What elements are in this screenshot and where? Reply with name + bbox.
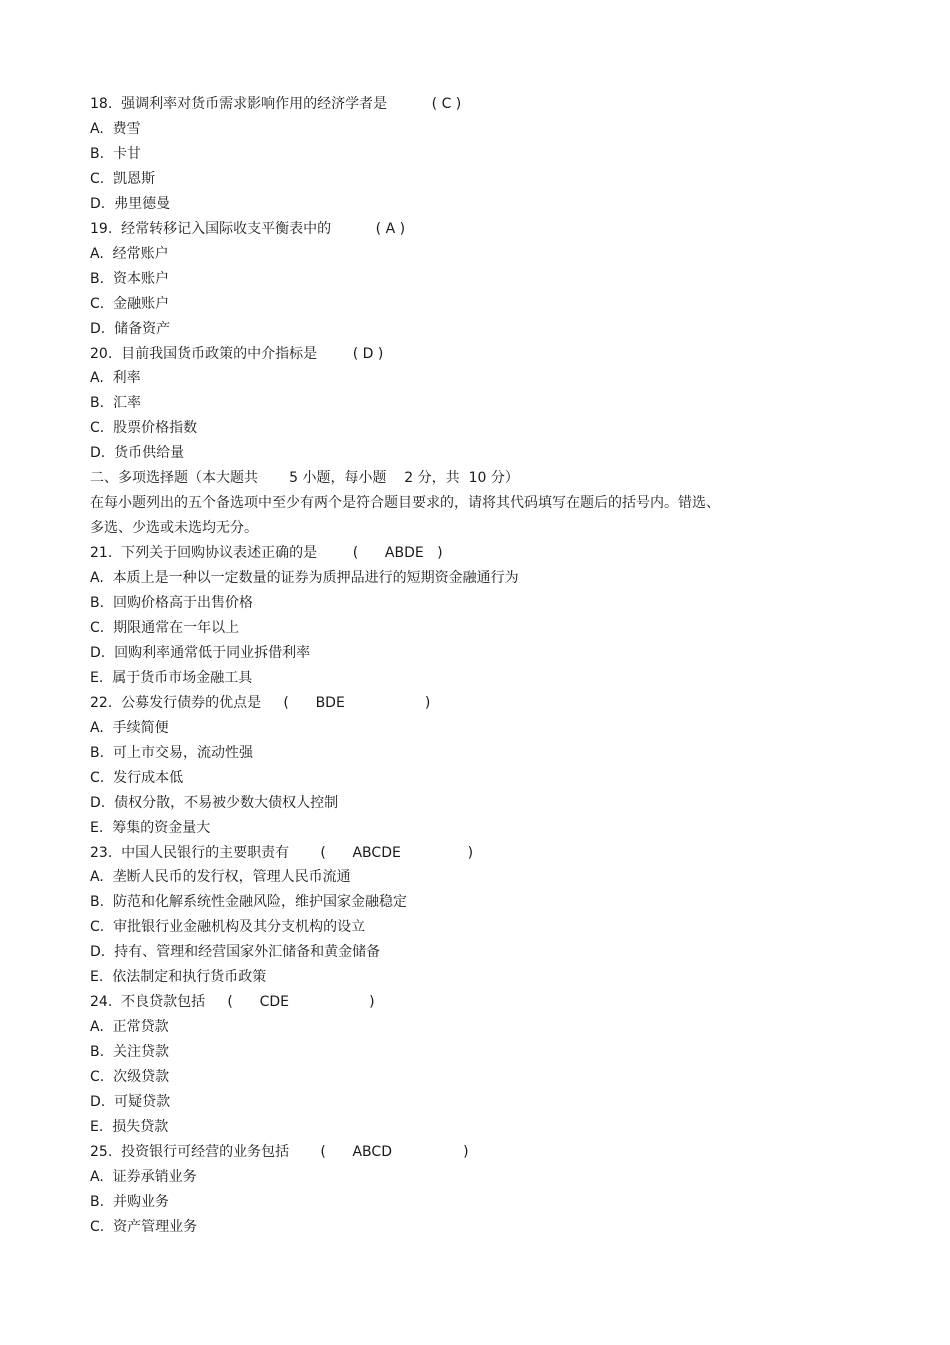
line-q22-b: B. 可上市交易，流动性强 bbox=[90, 744, 253, 761]
line-q21-c: C. 期限通常在一年以上 bbox=[90, 619, 240, 636]
line-q21: 21. 下列关于回购协议表述正确的是 ( ABDE ) bbox=[90, 545, 443, 562]
line-q21-b: B. 回购价格高于出售价格 bbox=[90, 595, 253, 611]
line-q19-d: D. 储备资产 bbox=[90, 320, 171, 337]
line-q23: 23. 中国人民银行的主要职责有 ( ABCDE ) bbox=[90, 844, 474, 861]
line-q24-b: B. 关注贷款 bbox=[90, 1044, 169, 1061]
line-q22: 22. 公募发行债券的优点是 ( BDE ) bbox=[90, 694, 431, 711]
line-q18: 18. 强调利率对货币需求影响作用的经济学者是 ( C ) bbox=[90, 96, 462, 112]
line-q22-e: E. 筹集的资金量大 bbox=[90, 819, 211, 836]
line-q21-e: E. 属于货币市场金融工具 bbox=[90, 669, 253, 686]
line-q25-c: C. 资产管理业务 bbox=[90, 1218, 198, 1235]
line-q24-e: E. 损失贷款 bbox=[90, 1118, 169, 1135]
line-q23-b: B. 防范和化解系统性金融风险，维护国家金融稳定 bbox=[90, 894, 407, 911]
line-q24: 24. 不良贷款包括 ( CDE ) bbox=[90, 994, 375, 1011]
line-q24-a: A. 正常贷款 bbox=[90, 1019, 169, 1036]
line-q22-a: A. 手续简便 bbox=[90, 719, 169, 736]
line-q25-b: B. 并购业务 bbox=[90, 1193, 169, 1210]
line-q22-c: C. 发行成本低 bbox=[90, 769, 184, 786]
line-q20-b: B. 汇率 bbox=[90, 395, 141, 412]
line-q25-a: A. 证券承销业务 bbox=[90, 1168, 197, 1185]
line-q23-d: D. 持有、管理和经营国家外汇储备和黄金储备 bbox=[90, 944, 381, 961]
line-sec2-inst2: 多选、少选或未选均无分。 bbox=[90, 520, 258, 537]
line-q25: 25. 投资银行可经营的业务包括 ( ABCD ) bbox=[90, 1143, 469, 1160]
line-q21-d: D. 回购利率通常低于同业拆借利率 bbox=[90, 644, 311, 661]
line-q18-d: D. 弗里德曼 bbox=[90, 195, 171, 212]
line-q19-b: B. 资本账户 bbox=[90, 270, 169, 287]
line-sec2: 二、多项选择题（本大题共 5 小题，每小题 2 分，共 10 分） bbox=[90, 470, 519, 487]
line-q20-a: A. 利率 bbox=[90, 370, 141, 387]
line-q19: 19. 经常转移记入国际收支平衡表中的 ( A ) bbox=[90, 220, 406, 237]
line-q18-c: C. 凯恩斯 bbox=[90, 170, 156, 187]
line-q24-c: C. 次级贷款 bbox=[90, 1069, 170, 1085]
line-q19-c: C. 金融账户 bbox=[90, 295, 170, 312]
line-q19-a: A. 经常账户 bbox=[90, 245, 169, 262]
line-q20: 20. 目前我国货币政策的中介指标是 ( D ) bbox=[90, 345, 384, 362]
line-q21-a: A. 本质上是一种以一定数量的证券为质押品进行的短期资金融通行为 bbox=[90, 570, 519, 586]
line-q20-d: D. 货币供给量 bbox=[90, 445, 185, 462]
line-q20-c: C. 股票价格指数 bbox=[90, 420, 198, 437]
line-sec2-inst1: 在每小题列出的五个备选项中至少有两个是符合题目要求的，请将其代码填写在题后的括号内。错选、 bbox=[90, 495, 720, 512]
line-q23-a: A. 垄断人民币的发行权，管理人民币流通 bbox=[90, 869, 351, 886]
line-q23-c: C. 审批银行业金融机构及其分支机构的设立 bbox=[90, 919, 366, 936]
line-q24-d: D. 可疑贷款 bbox=[90, 1094, 171, 1110]
line-q18-b: B. 卡甘 bbox=[90, 145, 141, 162]
line-q18-a: A. 费雪 bbox=[90, 121, 141, 137]
line-q22-d: D. 债权分散，不易被少数大债权人控制 bbox=[90, 794, 339, 811]
line-q23-e: E. 依法制定和执行货币政策 bbox=[90, 969, 267, 986]
